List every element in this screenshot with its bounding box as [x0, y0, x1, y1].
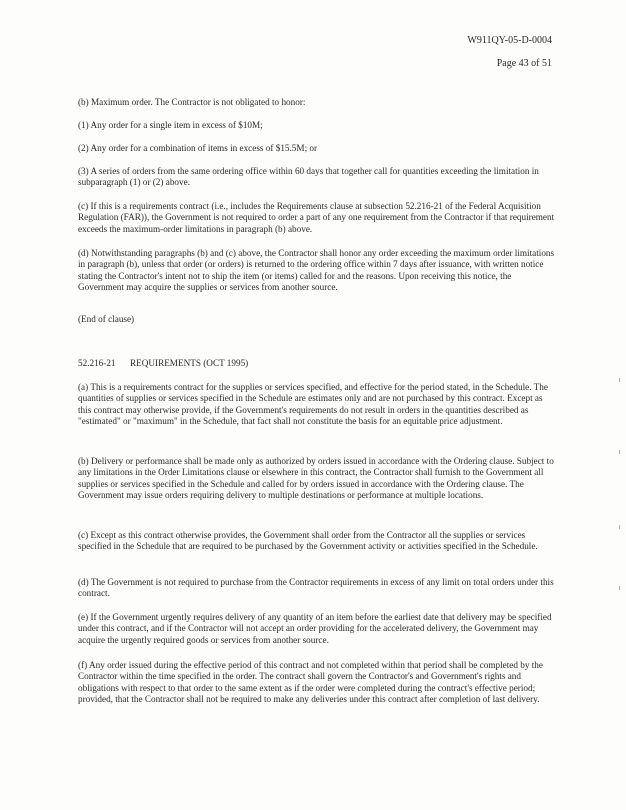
document-id: W911QY-05-D-0004	[467, 35, 552, 46]
paragraph-c: (c) If this is a requirements contract (i.e., includes the Requirements clause at subsection 52.216-21 of the Federal Acquisition Regulation (FAR)), the Government is not required to order a part of any one requirement from the Contractor if that requirement exceeds the maximum-order limitations in paragraph (b) above.	[78, 201, 555, 234]
scan-speck	[619, 586, 620, 590]
paragraph-b2: (2) Any order for a combination of items in excess of $15.5M; or	[78, 143, 318, 153]
scan-speck	[619, 525, 620, 529]
requirements-paragraph-e: (e) If the Government urgently requires delivery of any quantity of an item before the earliest date that delivery may be specified under this contract, and if the Contractor will not accept an order providing for the accelerated delivery, the Government may acquire the urgently required goods or services from another source.	[78, 612, 552, 645]
requirements-paragraph-f: (f) Any order issued during the effective period of this contract and not completed within that period shall be completed by the Contractor within the time specified in the order. The contract shall govern the Contractor's and Government's rights and obligations with respect to that order to the same extent as if the order were completed during the contract's effective period; provided, that the Contractor shall not be required to make any deliveries under this contract after completion of last delivery.	[78, 660, 543, 705]
requirements-paragraph-b: (b) Delivery or performance shall be made only as authorized by orders issued in accordance with the Ordering clause. Subject to any limitations in the Order Limitations clause or elsewhere in this contract, the Contractor shall furnish to the Government all supplies or services specified in the Schedule and called for by orders issued in accordance with the Ordering clause. The Government may issue orders requiring delivery to multiple destinations or performance at multiple locations.	[78, 456, 554, 501]
page-number: Page 43 of 51	[496, 58, 552, 69]
clause-number: 52.216-21	[78, 358, 116, 368]
scan-speck	[619, 450, 620, 454]
requirements-paragraph-d: (d) The Government is not required to purchase from the Contractor requirements in excess of any limit on total orders under this contract.	[78, 577, 554, 599]
paragraph-b-maximum-order: (b) Maximum order. The Contractor is not obligated to honor:	[78, 97, 306, 107]
end-of-clause: (End of clause)	[78, 314, 135, 324]
requirements-paragraph-c: (c) Except as this contract otherwise provides, the Government shall order from the Contractor all the supplies or services specified in the Schedule that are required to be purchased by the Government activity or activities specified in the Schedule.	[78, 530, 538, 552]
paragraph-b3: (3) A series of orders from the same ordering office within 60 days that together call for quantities exceeding the limitation in subparagraph (1) or (2) above.	[78, 166, 539, 188]
paragraph-b1: (1) Any order for a single item in excess of $10M;	[78, 120, 263, 130]
paragraph-d: (d) Notwithstanding paragraphs (b) and (c) above, the Contractor shall honor any order exceeding the maximum order limitations in paragraph (b), unless that order (or orders) is returned to the ordering office within 7 days after issuance, with written notice stating the Contractor's intent not to ship the item (or items) called for and the reasons. Upon receiving this notice, the Government may acquire the supplies or services from another source.	[78, 248, 555, 293]
clause-title: REQUIREMENTS (OCT 1995)	[130, 358, 249, 368]
scan-speck	[619, 378, 620, 382]
requirements-paragraph-a: (a) This is a requirements contract for the supplies or services specified, and effective for the period stated, in the Schedule. The quantities of supplies or services specified in the Schedule are estimates only and are not purchased by this contract. Except as this contract may otherwise provide, if the Government's requirements do not result in orders in the quantities described as "estimated" or "maximum" in the Schedule, that fact shall not constitute the basis for an equitable price adjustment.	[78, 382, 548, 427]
clause-heading	[78, 358, 248, 369]
